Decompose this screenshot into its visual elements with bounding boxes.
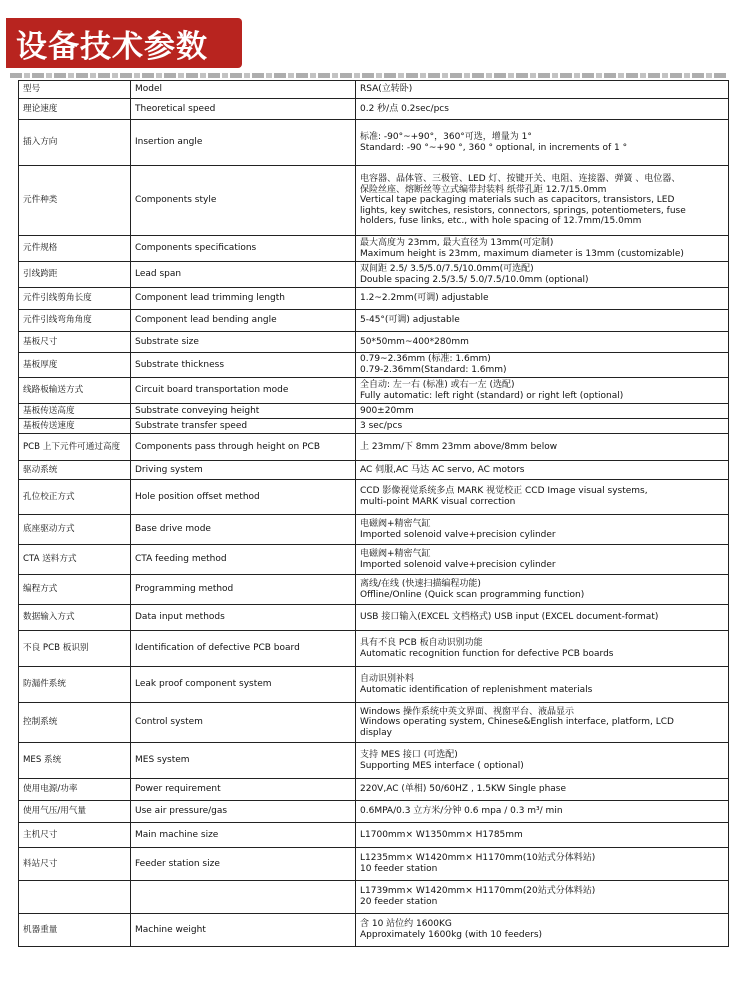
table-row [19, 353, 729, 378]
param-name-en: Components specifications [131, 236, 356, 262]
param-name-zh: 机器重量 [19, 914, 131, 947]
param-name-en: MES system [131, 743, 356, 779]
table-row [19, 743, 729, 779]
param-value [356, 332, 729, 353]
param-name-en: Model [131, 81, 356, 99]
param-value-line: holders, fuse links, etc., with hole spacing of 12.7mm/15.0mm [360, 216, 642, 227]
param-name-en: Lead span [131, 262, 356, 288]
param-value-line: Automatic identification of replenishment materials [360, 684, 593, 695]
param-value-line: 标准: -90°~+90°，360°可选，增量为 1° [360, 131, 532, 142]
table-row [19, 332, 729, 353]
param-name-zh [19, 881, 131, 914]
param-name-zh: 基板厚度 [19, 353, 131, 378]
page-title: 设备技术参数 [16, 29, 208, 65]
table-row [19, 99, 729, 120]
param-value [356, 848, 729, 881]
param-value [356, 515, 729, 545]
param-value-line: 电磁阀+精密气缸 [360, 548, 431, 559]
spec-table [18, 80, 729, 947]
param-name-en: Driving system [131, 461, 356, 480]
param-value-line: 5-45°(可调) adjustable [360, 315, 460, 326]
param-name-zh: 基板传送速度 [19, 419, 131, 434]
param-value-line: Maximum height is 23mm, maximum diameter is 13mm (customizable) [360, 248, 684, 259]
param-name-en: Insertion angle [131, 120, 356, 166]
param-value-line: RSA(立转卧) [360, 84, 413, 95]
decorative-divider [10, 73, 728, 78]
param-value-line: Imported solenoid valve+precision cylinder [360, 529, 556, 540]
param-name-en: Substrate thickness [131, 353, 356, 378]
table-row [19, 262, 729, 288]
param-value [356, 779, 729, 801]
param-value [356, 120, 729, 166]
param-name-en: Component lead trimming length [131, 288, 356, 310]
param-value-line: 3 sec/pcs [360, 420, 403, 431]
param-value-line: L1235mm× W1420mm× H1170mm(10站式分体料站) [360, 853, 596, 864]
param-name-en: CTA feeding method [131, 545, 356, 575]
param-value [356, 881, 729, 914]
param-value [356, 378, 729, 404]
param-value-line: 10 feeder station [360, 864, 438, 874]
param-name-zh: 基板传送高度 [19, 404, 131, 419]
param-value-line: 0.79-2.36mm(Standard: 1.6mm) [360, 365, 507, 375]
param-value [356, 353, 729, 378]
param-name-zh: 控制系统 [19, 703, 131, 743]
param-value-line: 上 23mm/下 8mm 23mm above/8mm below [360, 441, 558, 452]
param-name-en: Power requirement [131, 779, 356, 801]
title-banner [6, 18, 242, 68]
param-value-line: lights, key switches, resistors, connectors, springs, potentiometers, fuse [360, 205, 686, 216]
param-name-en: Circuit board transportation mode [131, 378, 356, 404]
param-name-zh: 数据输入方式 [19, 605, 131, 631]
param-name-zh: 元件规格 [19, 236, 131, 262]
param-name-en: Theoretical speed [131, 99, 356, 120]
param-value-line: 自动识别补料 [360, 673, 415, 684]
param-value [356, 703, 729, 743]
table-row [19, 545, 729, 575]
param-value-line: 1.2~2.2mm(可调) adjustable [360, 293, 489, 304]
param-value [356, 310, 729, 332]
param-value [356, 823, 729, 848]
table-row [19, 461, 729, 480]
table-row [19, 480, 729, 515]
param-value-line: 50*50mm~400*280mm [360, 336, 469, 347]
param-value-line: Vertical tape packaging materials such as capacitors, transistors, LED [360, 195, 675, 206]
param-value-line: 0.2 秒/点 0.2sec/pcs [360, 103, 449, 114]
param-value [356, 404, 729, 419]
table-row [19, 378, 729, 404]
param-value [356, 434, 729, 461]
param-name-en: Substrate conveying height [131, 404, 356, 419]
param-value [356, 667, 729, 703]
param-name-zh: 型号 [19, 81, 131, 99]
table-row [19, 848, 729, 881]
table-row [19, 310, 729, 332]
param-value-line: Offline/Online (Quick scan programming function) [360, 589, 585, 600]
table-row [19, 703, 729, 743]
param-value [356, 743, 729, 779]
param-name-en: Components style [131, 166, 356, 236]
table-row [19, 434, 729, 461]
param-value [356, 288, 729, 310]
param-value-line: 全自动: 左一右 (标准) 或右一左 (选配) [360, 379, 515, 390]
param-name-en: Programming method [131, 575, 356, 605]
table-row [19, 515, 729, 545]
param-value [356, 480, 729, 515]
param-name-en: Machine weight [131, 914, 356, 947]
param-name-zh: 使用气压/用气量 [19, 801, 131, 823]
param-name-zh: CTA 送料方式 [19, 545, 131, 575]
param-value-line: L1739mm× W1420mm× H1170mm(20站式分体料站) [360, 886, 596, 897]
param-name-zh: 理论速度 [19, 99, 131, 120]
param-value-line: 20 feeder station [360, 897, 438, 907]
param-value [356, 801, 729, 823]
param-value-line: 220V,AC (单相) 50/60HZ , 1.5KW Single phase [360, 784, 567, 795]
param-value-line: 0.79~2.36mm (标准: 1.6mm) [360, 354, 491, 365]
param-value [356, 605, 729, 631]
param-value-line: display [360, 727, 392, 738]
param-name-zh: 元件引线剪角长度 [19, 288, 131, 310]
table-row [19, 419, 729, 434]
param-value [356, 914, 729, 947]
table-row [19, 667, 729, 703]
param-value [356, 81, 729, 99]
param-name-zh: PCB 上下元件可通过高度 [19, 434, 131, 461]
param-name-zh: 基板尺寸 [19, 332, 131, 353]
table-row [19, 779, 729, 801]
param-value-line: Standard: -90 °~+90 °, 360 ° optional, in increments of 1 ° [360, 142, 628, 153]
param-value-line: 支持 MES 接口 (可选配) [360, 749, 458, 760]
param-value [356, 236, 729, 262]
param-value-line: Double spacing 2.5/3.5/ 5.0/7.5/10.0mm (optional) [360, 274, 589, 285]
param-name-en [131, 881, 356, 914]
param-name-zh: 元件种类 [19, 166, 131, 236]
param-value-line: 0.6MPA/0.3 立方米/分钟 0.6 mpa / 0.3 m³/ min [360, 806, 563, 817]
param-value-line: 保险丝座、熔断丝等立式编带封装料 纸带孔距 12.7/15.0mm [360, 184, 607, 195]
param-name-en: Hole position offset method [131, 480, 356, 515]
param-name-zh: 主机尺寸 [19, 823, 131, 848]
param-name-en: Component lead bending angle [131, 310, 356, 332]
param-name-en: Control system [131, 703, 356, 743]
param-value-line: CCD 影像视觉系统多点 MARK 视觉校正 CCD Image visual systems, [360, 486, 648, 497]
param-name-en: Data input methods [131, 605, 356, 631]
param-value-line: 离线/在线 (快速扫描编程功能) [360, 578, 481, 589]
param-value-line: 含 10 站位约 1600KG [360, 919, 452, 930]
param-value [356, 631, 729, 667]
param-value [356, 419, 729, 434]
param-value [356, 99, 729, 120]
param-name-en: Components pass through height on PCB [131, 434, 356, 461]
param-value-line: multi-point MARK visual correction [360, 497, 516, 507]
param-name-zh: 引线跨距 [19, 262, 131, 288]
param-name-zh: 不良 PCB 板识别 [19, 631, 131, 667]
param-name-zh: 线路板输送方式 [19, 378, 131, 404]
param-name-en: Leak proof component system [131, 667, 356, 703]
table-row [19, 823, 729, 848]
param-name-zh: 插入方向 [19, 120, 131, 166]
param-value-line: USB 接口输入(EXCEL 文档格式) USB input (EXCEL document-format) [360, 612, 659, 623]
param-value-line: AC 伺服,AC 马达 AC servo, AC motors [360, 464, 525, 475]
param-name-zh: 孔位校正方式 [19, 480, 131, 515]
param-value-line: 900±20mm [360, 405, 414, 416]
param-value-line: Approximately 1600kg (with 10 feeders) [360, 930, 543, 940]
param-value-line: 最大高度为 23mm, 最大直径为 13mm(可定制) [360, 237, 554, 248]
table-row [19, 881, 729, 914]
param-value-line: Automatic recognition function for defective PCB boards [360, 648, 614, 659]
table-row [19, 631, 729, 667]
param-name-en: Substrate transfer speed [131, 419, 356, 434]
param-value-line: 具有不良 PCB 板自动识别功能 [360, 637, 483, 648]
param-value-line: Supporting MES interface ( optional) [360, 760, 524, 771]
param-value [356, 262, 729, 288]
param-name-zh: 使用电源/功率 [19, 779, 131, 801]
table-row [19, 120, 729, 166]
param-value [356, 575, 729, 605]
param-value-line: 电容器、晶体管、三极管、LED 灯、按键开关、电阻、连接器、弹簧 、电位器、 [360, 173, 681, 184]
param-value-line: Windows 操作系统中英文界面、视窗平台、液晶显示 [360, 706, 575, 717]
param-value-line: L1700mm× W1350mm× H1785mm [360, 829, 523, 840]
param-value-line: Fully automatic: left right (standard) or right left (optional) [360, 390, 624, 401]
param-value-line: Imported solenoid valve+precision cylinder [360, 559, 556, 570]
param-name-en: Identification of defective PCB board [131, 631, 356, 667]
param-value-line: 双间距 2.5/ 3.5/5.0/7.5/10.0mm(可选配) [360, 263, 534, 274]
table-row [19, 404, 729, 419]
param-name-zh: 编程方式 [19, 575, 131, 605]
param-name-zh: 料站尺寸 [19, 848, 131, 881]
param-value [356, 461, 729, 480]
param-value-line: 电磁阀+精密气缸 [360, 518, 431, 529]
table-row [19, 81, 729, 99]
table-row [19, 166, 729, 236]
param-name-en: Main machine size [131, 823, 356, 848]
table-row [19, 288, 729, 310]
param-name-zh: 驱动系统 [19, 461, 131, 480]
table-row [19, 605, 729, 631]
param-name-en: Base drive mode [131, 515, 356, 545]
param-name-zh: 底座驱动方式 [19, 515, 131, 545]
param-name-zh: 元件引线弯角角度 [19, 310, 131, 332]
param-value-line: Windows operating system, Chinese&English interface, platform, LCD [360, 717, 674, 728]
param-name-en: Feeder station size [131, 848, 356, 881]
param-name-en: Substrate size [131, 332, 356, 353]
table-row [19, 914, 729, 947]
param-value [356, 166, 729, 236]
param-name-zh: MES 系统 [19, 743, 131, 779]
table-row [19, 236, 729, 262]
param-name-zh: 防漏件系统 [19, 667, 131, 703]
param-name-en: Use air pressure/gas [131, 801, 356, 823]
table-row [19, 575, 729, 605]
table-row [19, 801, 729, 823]
param-value [356, 545, 729, 575]
